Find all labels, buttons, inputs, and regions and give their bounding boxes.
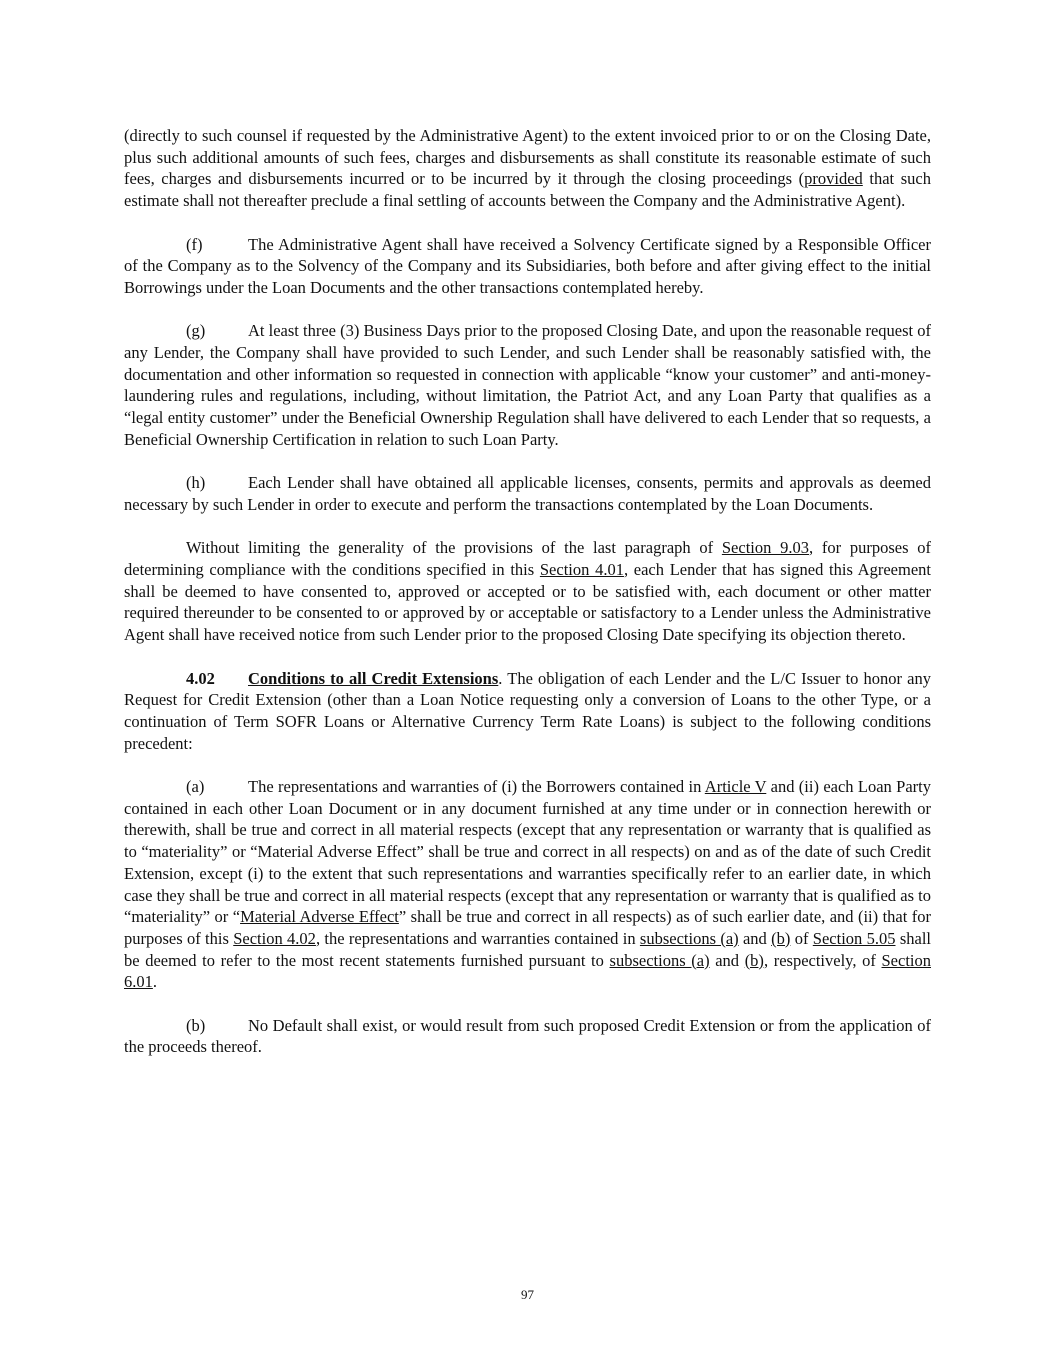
paragraph-b xyxy=(124,1015,931,1058)
clause-label: (a) xyxy=(186,777,205,796)
section-number: 4.02 xyxy=(186,668,215,688)
paragraph-continuation xyxy=(124,125,931,212)
section-text: . The obligation of each Lender and the L/C Issuer to honor any Request for Credit Extension (other than a Loan Notice requesting only a conversion of Loans to the other Type, or a continuation of Term SOFR Loans or Alternative Currency Term Rate Loans) is subject to the following conditions precedent: xyxy=(124,668,931,753)
text: and xyxy=(738,928,772,948)
text: (directly to such counsel if requested by the Administrative Agent) to the extent invoiced prior to or on the Closing Date, plus such additional amounts of such fees, charges and disbursements as shall constitute its reasonable estimate of such fees, charges and disbursements incurred or to be incurred by it through the closing proceedings ( xyxy=(124,126,931,189)
paragraph-g xyxy=(124,320,931,450)
subsection-reference: (b) xyxy=(771,928,791,948)
defined-term-provided: provided xyxy=(804,169,863,189)
defined-term-reference: Material Adverse Effect xyxy=(240,907,399,927)
subsection-reference: (b) xyxy=(744,950,764,970)
text: shall be deemed to refer to the most recent statements furnished pursuant to xyxy=(124,928,931,970)
article-reference: Article V xyxy=(704,777,767,796)
document-body xyxy=(124,125,931,1080)
subsection-reference: subsections (a) xyxy=(639,928,739,948)
paragraph-a xyxy=(124,776,931,993)
clause-label: (g) xyxy=(186,321,206,341)
paragraph-f xyxy=(124,234,931,299)
section-heading: Conditions to all Credit Extensions xyxy=(248,668,499,688)
clause-text: The Administrative Agent shall have received a Solvency Certificate signed by a Responsible Officer of the Company as to the Solvency of the Company and its Subsidiaries, both before and after giving effect to the initial Borrowings under the Loan Documents and the other transactions contemplated hereby. xyxy=(124,234,931,297)
clause-text: No Default shall exist, or would result from such proposed Credit Extension or from the application of the proceeds thereof. xyxy=(124,1015,931,1057)
clause-label: (h) xyxy=(186,473,206,493)
text: of xyxy=(790,928,813,948)
text: ” shall be true and correct in all respects) as of such earlier date, and (ii) that for purposes of this xyxy=(124,907,931,948)
clause-text: At least three (3) Business Days prior to the proposed Closing Date, and upon the reasonable request of any Lender, the Company shall have provided to such Lender, and such Lender shall be reasonably satisfied with, the documentation and other information so requested in connection with applicable “know your customer” and anti-money-laundering rules and regulations, including, without limitation, the Patriot Act, and any Loan Party that qualifies as a “legal entity customer” under the Beneficial Ownership Regulation shall have delivered to each Lender that so requests, a Beneficial Ownership Certification in relation to such Loan Party. xyxy=(124,321,931,449)
paragraph-without-limiting xyxy=(124,537,931,646)
text: and (ii) each Loan Party contained in each other Loan Document or in any document furnished at any time under or in connection herewith or therewith, shall be true and correct in all material respects (except that any representation or warranty that is qualified as to “materiality” or “Material Adverse Effect” shall be true and correct in all respects) on and as of the date of such Credit Extension, except (i) to the extent that such representations and warranties specifically refer to an earlier date, in which case they shall be true and correct in all material respects (except that any representation or warranty that is qualified as to “materiality” or “ xyxy=(124,777,931,927)
clause-label: (b) xyxy=(186,1015,206,1035)
section-reference: Section 9.03 xyxy=(721,538,809,558)
text: that such estimate shall not thereafter preclude a final settling of accounts between the Company and the Administrative Agent). xyxy=(124,169,931,211)
text: Without limiting the generality of the provisions of the last paragraph of xyxy=(186,538,722,558)
text: The representations and warranties of (i) the Borrowers contained in xyxy=(248,777,705,796)
text: , respectively, of xyxy=(763,950,882,970)
paragraph-h xyxy=(124,472,931,515)
page-number: 97 xyxy=(521,1287,534,1302)
subsection-reference: subsections (a) xyxy=(609,950,710,970)
section-4-02 xyxy=(124,668,931,755)
text: , each Lender that has signed this Agreement shall be deemed to have consented to, approved or accepted or to be satisfied with, each document or other matter required thereunder to be consented to or approved by or acceptable or satisfactory to a Lender unless the Administrative Agent shall have received notice from such Lender prior to the proposed Closing Date specifying its objection thereto. xyxy=(124,560,931,645)
text: . xyxy=(152,972,157,992)
text: , for purposes of determining compliance with the conditions specified in this xyxy=(124,538,931,579)
clause-label: (f) xyxy=(186,234,203,254)
clause-text: Each Lender shall have obtained all applicable licenses, consents, permits and approvals as deemed necessary by such Lender in order to execute and perform the transactions contemplated by the Loan Documents. xyxy=(124,473,931,514)
section-reference: Section 5.05 xyxy=(812,928,896,948)
section-reference: Section 4.01 xyxy=(539,560,624,579)
text: , the representations and warranties contained in xyxy=(315,928,640,948)
text: and xyxy=(709,950,745,970)
section-reference: Section 4.02 xyxy=(233,928,316,948)
section-reference: Section 6.01 xyxy=(124,950,931,992)
